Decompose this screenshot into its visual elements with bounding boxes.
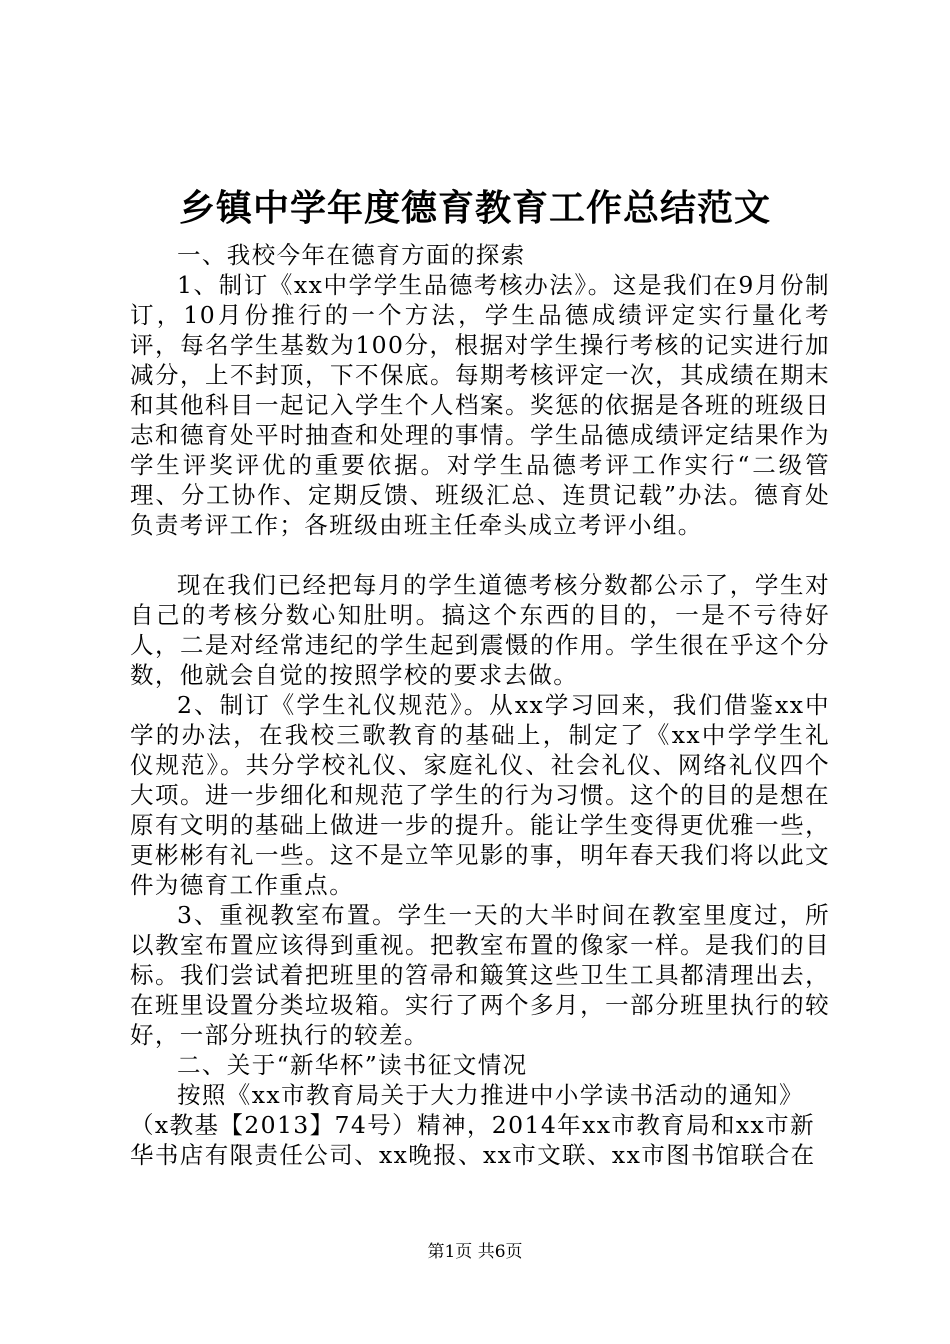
section-heading: 二、关于“新华杯”读书征文情况	[177, 1051, 528, 1079]
body-paragraph: 按照《xx市教育局关于大力推进中小学读书活动的通知》（x教基【2013】74号）精神，2014年xx市教育局和xx市新华书店有限责任公司、xx晚报、xx市文联、xx市图书馆联合在	[130, 1081, 816, 1169]
document-title: 乡镇中学年度德育教育工作总结范文	[178, 187, 771, 229]
page-number: 第1页 共6页	[427, 1242, 523, 1262]
body-paragraph: 2、制订《学生礼仪规范》。从xx学习回来，我们借鉴xx中学的办法，在我校三歌教育的基础上，制定了《xx中学学生礼仪规范》。共分学校礼仪、家庭礼仪、社会礼仪、网络礼仪四个大项。进一步细化和规范了学生的行为习惯。这个的目的是想在原有文明的基础上做进一步的提升。能让学生变得更优雅一些，更彬彬有礼一些。这不是立竿见影的事，明年春天我们将以此文件为德育工作重点。	[130, 691, 830, 899]
body-paragraph: 1、制订《xx中学学生品德考核办法》。这是我们在9月份制订，10月份推行的一个方法，学生品德成绩评定实行量化考评，每名学生基数为100分，根据对学生操行考核的记实进行加减分，上不封顶，下不保底。每期考核评定一次，其成绩在期末和其他科目一起记入学生个人档案。奖惩的依据是各班的班级日志和德育处平时抽查和处理的事情。学生品德成绩评定结果作为学生评奖评优的重要依据。对学生品德考评工作实行“二级管理、分工协作、定期反馈、班级汇总、连贯记载”办法。德育处负责考评工作；各班级由班主任牵头成立考评小组。	[130, 271, 830, 539]
body-paragraph: 现在我们已经把每月的学生道德考核分数都公示了，学生对自己的考核分数心知肚明。搞这个东西的目的，一是不亏待好人，二是对经常违纪的学生起到震慑的作用。学生很在乎这个分数，他就会自觉的按照学校的要求去做。	[130, 571, 830, 689]
body-paragraph: 3、重视教室布置。学生一天的大半时间在教室里度过，所以教室布置应该得到重视。把教室布置的像家一样。是我们的目标。我们尝试着把班里的笤帚和簸箕这些卫生工具都清理出去，在班里设置分类垃圾箱。实行了两个多月，一部分班里执行的较好，一部分班执行的较差。	[130, 901, 830, 1049]
section-heading: 一、我校今年在德育方面的探索	[177, 241, 526, 269]
document-body	[130, 240, 830, 1170]
